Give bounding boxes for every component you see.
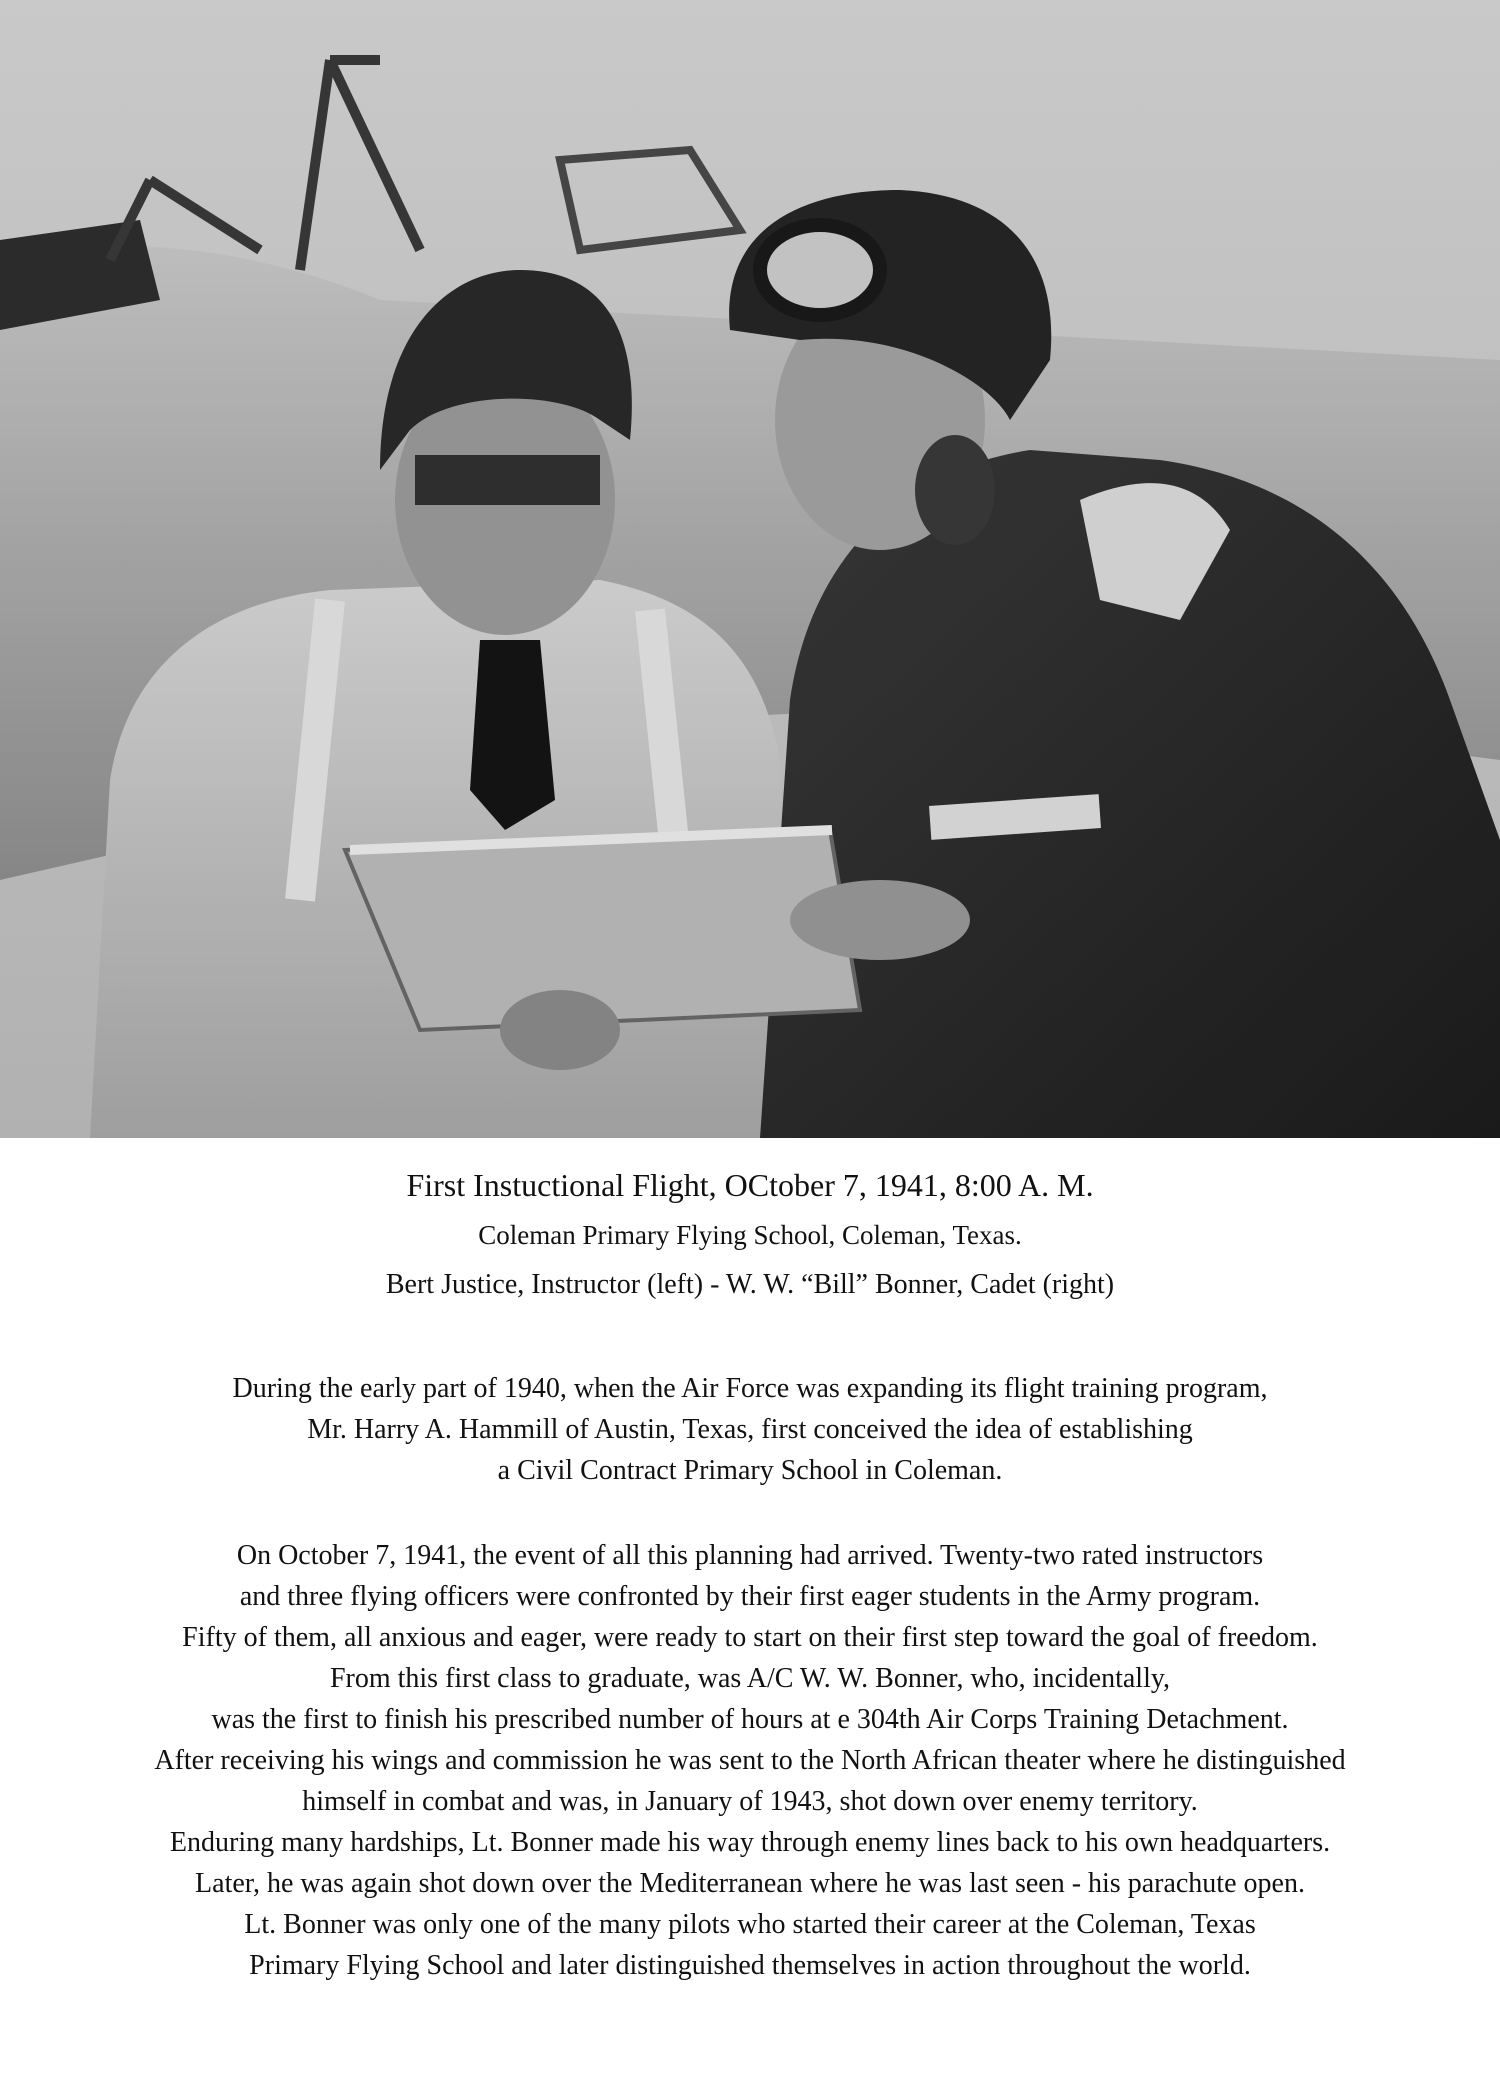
caption-school: Coleman Primary Flying School, Coleman, Texas. (478, 1220, 1022, 1250)
text-line: was the first to finish his prescribed number of hours at e 304th Air Corps Training Detachment. (211, 1704, 1289, 1735)
text-line: After receiving his wings and commission he was sent to the North African theater where he distinguished (154, 1745, 1346, 1776)
caption-title: First Instuctional Flight, OCtober 7, 1941, 8:00 A. M. (406, 1167, 1094, 1203)
text-line: From this first class to graduate, was A/C W. W. Bonner, who, incidentally, (329, 1663, 1171, 1694)
text-line: Fifty of them, all anxious and eager, were ready to start on their first step toward the goal of freedom. (182, 1622, 1318, 1653)
paragraph-founding (0, 1368, 1500, 1491)
text-line: Enduring many hardships, Lt. Bonner made his way through enemy lines back to his own headquarters. (169, 1827, 1331, 1858)
text-line: and three flying officers were confronted by their first eager students in the Army program. (239, 1581, 1261, 1612)
text-line: During the early part of 1940, when the Air Force was expanding its flight training program, (232, 1373, 1268, 1404)
photo-caption (0, 1160, 1500, 1310)
text-line: a Civil Contract Primary School in Coleman. (497, 1455, 1003, 1486)
text-line: himself in combat and was, in January of 1943, shot down over enemy territory. (302, 1786, 1198, 1817)
text-line: Lt. Bonner was only one of the many pilots who started their career at the Coleman, Texas (244, 1909, 1256, 1940)
text-line: On October 7, 1941, the event of all this planning had arrived. Twenty-two rated instructors (236, 1540, 1264, 1571)
paragraph-first-class (0, 1535, 1500, 1986)
text-line: Mr. Harry A. Hammill of Austin, Texas, first conceived the idea of establishing (307, 1414, 1193, 1445)
caption-people: Bert Justice, Instructor (left) - W. W. “Bill” Bonner, Cadet (right) (385, 1269, 1115, 1300)
text-line: Primary Flying School and later distinguished themselves in action throughout the world. (249, 1950, 1251, 1981)
text-line: Later, he was again shot down over the Mediterranean where he was last seen - his parachute open. (195, 1868, 1305, 1899)
history-text (0, 1368, 1500, 1986)
